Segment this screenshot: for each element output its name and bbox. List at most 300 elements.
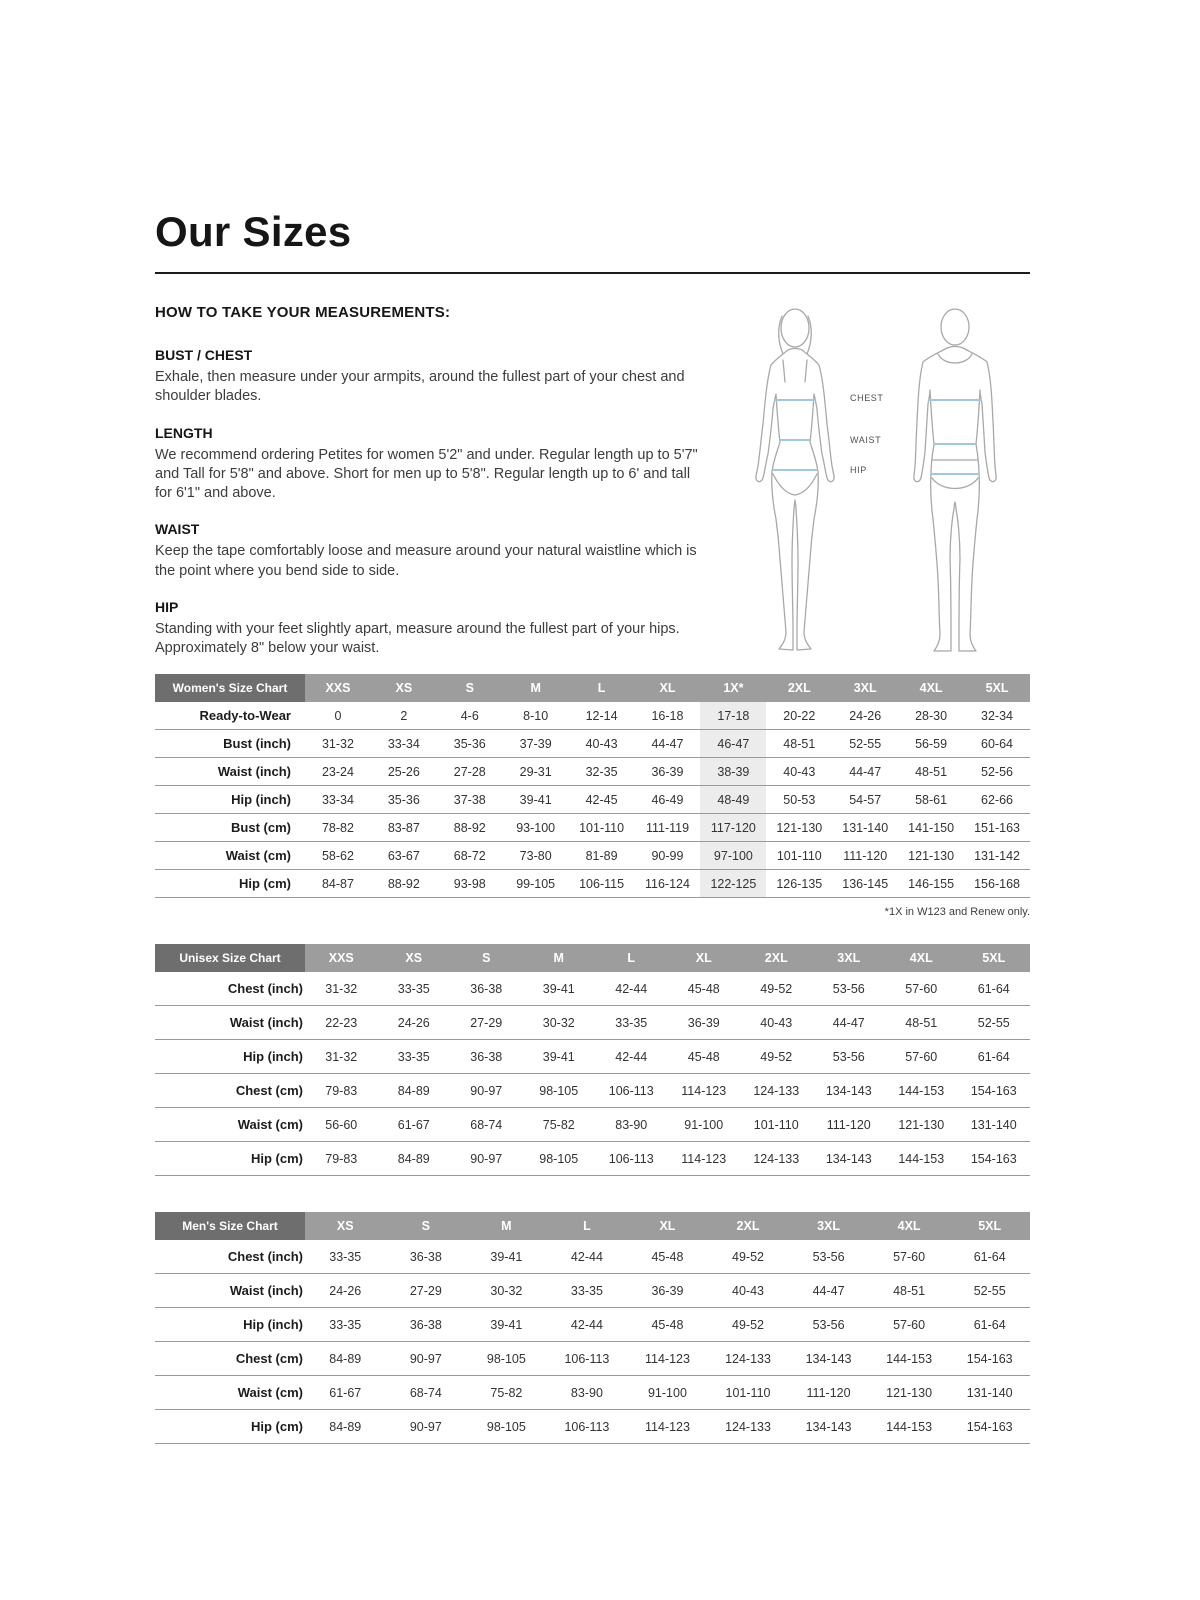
size-column-header: S — [437, 674, 503, 702]
size-value-cell: 81-89 — [569, 842, 635, 870]
womens-size-chart-table — [155, 674, 1030, 898]
size-value-cell: 93-100 — [503, 814, 569, 842]
size-value-cell: 98-105 — [523, 1074, 596, 1108]
size-value-cell: 90-99 — [635, 842, 701, 870]
size-value-cell: 99-105 — [503, 870, 569, 898]
size-column-header: 5XL — [964, 674, 1030, 702]
size-value-cell: 84-87 — [305, 870, 371, 898]
size-value-cell: 24-26 — [378, 1006, 451, 1040]
table-row — [155, 972, 1030, 1006]
woman-head — [781, 309, 809, 347]
size-column-header: 4XL — [869, 1212, 950, 1240]
size-value-cell: 63-67 — [371, 842, 437, 870]
size-value-cell: 101-110 — [708, 1376, 789, 1410]
size-value-cell: 33-35 — [547, 1274, 628, 1308]
table-row — [155, 1006, 1030, 1040]
size-value-cell: 8-10 — [503, 702, 569, 730]
size-column-header: XL — [635, 674, 701, 702]
size-value-cell: 75-82 — [466, 1376, 547, 1410]
size-value-cell: 121-130 — [869, 1376, 950, 1410]
size-value-cell: 49-52 — [740, 1040, 813, 1074]
size-column-header: M — [466, 1212, 547, 1240]
size-value-cell: 44-47 — [635, 730, 701, 758]
size-value-cell: 31-32 — [305, 972, 378, 1006]
size-value-cell: 31-32 — [305, 1040, 378, 1074]
table-title: Women's Size Chart — [155, 674, 305, 702]
size-value-cell: 98-105 — [466, 1342, 547, 1376]
size-value-cell: 39-41 — [466, 1240, 547, 1274]
size-column-header: 1X* — [700, 674, 766, 702]
size-value-cell: 53-56 — [788, 1240, 869, 1274]
size-value-cell: 91-100 — [668, 1108, 741, 1142]
size-column-header: 3XL — [788, 1212, 869, 1240]
size-value-cell: 111-119 — [635, 814, 701, 842]
row-label: Bust (cm) — [155, 814, 305, 842]
table-row — [155, 814, 1030, 842]
size-value-cell: 84-89 — [378, 1142, 451, 1176]
figure-label-waist: WAIST — [850, 435, 882, 445]
size-value-cell: 48-51 — [869, 1274, 950, 1308]
size-value-cell: 93-98 — [437, 870, 503, 898]
size-value-cell: 122-125 — [700, 870, 766, 898]
size-value-cell: 111-120 — [788, 1376, 869, 1410]
size-value-cell: 45-48 — [668, 1040, 741, 1074]
table-row — [155, 1108, 1030, 1142]
table-row — [155, 1142, 1030, 1176]
size-column-header: 5XL — [949, 1212, 1030, 1240]
size-value-cell: 141-150 — [898, 814, 964, 842]
size-value-cell: 57-60 — [869, 1240, 950, 1274]
man-body-outline — [914, 347, 996, 652]
size-value-cell: 154-163 — [949, 1342, 1030, 1376]
size-value-cell: 27-29 — [450, 1006, 523, 1040]
size-value-cell: 33-35 — [305, 1240, 386, 1274]
page-title: Our Sizes — [155, 208, 352, 255]
instruction-text: Standing with your feet slightly apart, measure around the fullest part of your hips. Approximately 8" below your waist. — [155, 620, 680, 657]
header-row — [155, 1212, 1030, 1240]
size-value-cell: 36-39 — [627, 1274, 708, 1308]
size-value-cell: 36-38 — [450, 1040, 523, 1074]
size-value-cell: 117-120 — [700, 814, 766, 842]
instruction-label: BUST / CHEST — [155, 347, 253, 363]
size-value-cell: 36-38 — [386, 1308, 467, 1342]
size-value-cell: 106-113 — [595, 1142, 668, 1176]
title-divider — [155, 272, 1030, 274]
mens-size-chart-table — [155, 1212, 1030, 1444]
size-value-cell: 101-110 — [740, 1108, 813, 1142]
size-value-cell: 91-100 — [627, 1376, 708, 1410]
size-value-cell: 42-44 — [595, 1040, 668, 1074]
size-value-cell: 106-113 — [547, 1410, 628, 1444]
size-column-header: 3XL — [813, 944, 886, 972]
figure-illustration-svg — [730, 304, 1030, 669]
row-label: Waist (inch) — [155, 758, 305, 786]
size-column-header: L — [595, 944, 668, 972]
table-row — [155, 1040, 1030, 1074]
size-value-cell: 33-34 — [305, 786, 371, 814]
size-value-cell: 53-56 — [813, 972, 886, 1006]
header-row — [155, 674, 1030, 702]
size-value-cell: 53-56 — [788, 1308, 869, 1342]
size-value-cell: 4-6 — [437, 702, 503, 730]
size-value-cell: 57-60 — [869, 1308, 950, 1342]
size-value-cell: 124-133 — [708, 1410, 789, 1444]
unisex-size-chart-table — [155, 944, 1030, 1176]
size-value-cell: 56-60 — [305, 1108, 378, 1142]
size-column-header: XS — [371, 674, 437, 702]
size-value-cell: 27-29 — [386, 1274, 467, 1308]
size-value-cell: 30-32 — [466, 1274, 547, 1308]
size-value-cell: 37-38 — [437, 786, 503, 814]
size-column-header: 4XL — [898, 674, 964, 702]
instruction-section-waist — [155, 521, 710, 581]
size-value-cell: 52-55 — [958, 1006, 1031, 1040]
size-value-cell: 40-43 — [766, 758, 832, 786]
size-value-cell: 68-72 — [437, 842, 503, 870]
size-value-cell: 49-52 — [708, 1308, 789, 1342]
size-value-cell: 114-123 — [627, 1342, 708, 1376]
size-value-cell: 58-61 — [898, 786, 964, 814]
size-column-header: XL — [668, 944, 741, 972]
table-row — [155, 870, 1030, 898]
size-value-cell: 106-113 — [547, 1342, 628, 1376]
size-value-cell: 56-59 — [898, 730, 964, 758]
size-value-cell: 33-35 — [305, 1308, 386, 1342]
table-row — [155, 1376, 1030, 1410]
size-value-cell: 98-105 — [466, 1410, 547, 1444]
size-value-cell: 154-163 — [958, 1074, 1031, 1108]
size-value-cell: 136-145 — [832, 870, 898, 898]
table-title: Men's Size Chart — [155, 1212, 305, 1240]
size-value-cell: 27-28 — [437, 758, 503, 786]
row-label: Chest (cm) — [155, 1074, 305, 1108]
table-row — [155, 1308, 1030, 1342]
size-value-cell: 97-100 — [700, 842, 766, 870]
size-value-cell: 75-82 — [523, 1108, 596, 1142]
size-value-cell: 38-39 — [700, 758, 766, 786]
size-value-cell: 83-90 — [547, 1376, 628, 1410]
size-value-cell: 42-45 — [569, 786, 635, 814]
row-label: Bust (inch) — [155, 730, 305, 758]
size-value-cell: 60-64 — [964, 730, 1030, 758]
size-value-cell: 124-133 — [708, 1342, 789, 1376]
size-value-cell: 39-41 — [523, 1040, 596, 1074]
size-value-cell: 131-142 — [964, 842, 1030, 870]
size-value-cell: 25-26 — [371, 758, 437, 786]
size-value-cell: 84-89 — [378, 1074, 451, 1108]
size-value-cell: 124-133 — [740, 1074, 813, 1108]
row-label: Hip (cm) — [155, 1142, 305, 1176]
size-value-cell: 83-90 — [595, 1108, 668, 1142]
size-value-cell: 134-143 — [813, 1074, 886, 1108]
size-value-cell: 154-163 — [949, 1410, 1030, 1444]
size-value-cell: 90-97 — [386, 1410, 467, 1444]
man-brief-line — [932, 478, 978, 489]
size-column-header: 3XL — [832, 674, 898, 702]
measurement-section — [155, 304, 1030, 672]
size-value-cell: 28-30 — [898, 702, 964, 730]
size-value-cell: 44-47 — [788, 1274, 869, 1308]
size-value-cell: 88-92 — [371, 870, 437, 898]
size-value-cell: 61-64 — [949, 1240, 1030, 1274]
size-value-cell: 126-135 — [766, 870, 832, 898]
size-value-cell: 42-44 — [547, 1240, 628, 1274]
size-value-cell: 144-153 — [885, 1074, 958, 1108]
table-row — [155, 1074, 1030, 1108]
instruction-text: We recommend ordering Petites for women 5'2" and under. Regular length up to 5'7" and Tall for 5'8" and above. Short for men up to 5'8". Regular length up to 6' and tall for 6'1" and above. — [155, 446, 698, 502]
size-column-header: M — [503, 674, 569, 702]
size-column-header: 2XL — [708, 1212, 789, 1240]
size-value-cell: 45-48 — [668, 972, 741, 1006]
size-column-header: 5XL — [958, 944, 1031, 972]
instruction-text: Exhale, then measure under your armpits, around the fullest part of your chest and shoulder blades. — [155, 369, 685, 405]
size-value-cell: 106-113 — [595, 1074, 668, 1108]
size-value-cell: 30-32 — [523, 1006, 596, 1040]
size-value-cell: 144-153 — [869, 1410, 950, 1444]
row-label: Chest (inch) — [155, 972, 305, 1006]
size-value-cell: 23-24 — [305, 758, 371, 786]
size-value-cell: 131-140 — [958, 1108, 1031, 1142]
size-value-cell: 50-53 — [766, 786, 832, 814]
size-value-cell: 46-49 — [635, 786, 701, 814]
size-value-cell: 17-18 — [700, 702, 766, 730]
table-title: Unisex Size Chart — [155, 944, 305, 972]
size-column-header: M — [523, 944, 596, 972]
size-value-cell: 33-35 — [378, 972, 451, 1006]
size-value-cell: 52-56 — [964, 758, 1030, 786]
size-value-cell: 52-55 — [949, 1274, 1030, 1308]
size-column-header: XL — [627, 1212, 708, 1240]
instruction-label: WAIST — [155, 521, 200, 538]
instruction-section-length — [155, 425, 710, 504]
size-value-cell: 68-74 — [386, 1376, 467, 1410]
size-value-cell: 49-52 — [708, 1240, 789, 1274]
body-measurement-figures — [730, 304, 1030, 672]
table-row — [155, 1274, 1030, 1308]
size-value-cell: 61-64 — [949, 1308, 1030, 1342]
size-value-cell: 35-36 — [371, 786, 437, 814]
size-value-cell: 45-48 — [627, 1308, 708, 1342]
size-value-cell: 16-18 — [635, 702, 701, 730]
woman-body-outline — [756, 349, 834, 651]
size-value-cell: 45-48 — [627, 1240, 708, 1274]
size-value-cell: 84-89 — [305, 1342, 386, 1376]
row-label: Waist (inch) — [155, 1274, 305, 1308]
size-value-cell: 2 — [371, 702, 437, 730]
size-value-cell: 39-41 — [466, 1308, 547, 1342]
size-value-cell: 88-92 — [437, 814, 503, 842]
table-row — [155, 758, 1030, 786]
row-label: Hip (inch) — [155, 786, 305, 814]
row-label: Waist (cm) — [155, 1376, 305, 1410]
size-value-cell: 101-110 — [569, 814, 635, 842]
size-value-cell: 42-44 — [595, 972, 668, 1006]
size-value-cell: 33-35 — [595, 1006, 668, 1040]
size-value-cell: 33-34 — [371, 730, 437, 758]
size-value-cell: 36-38 — [450, 972, 523, 1006]
size-value-cell: 58-62 — [305, 842, 371, 870]
size-value-cell: 29-31 — [503, 758, 569, 786]
size-value-cell: 40-43 — [708, 1274, 789, 1308]
size-value-cell: 48-51 — [885, 1006, 958, 1040]
size-value-cell: 146-155 — [898, 870, 964, 898]
size-column-header: XS — [305, 1212, 386, 1240]
row-label: Waist (cm) — [155, 842, 305, 870]
size-value-cell: 40-43 — [740, 1006, 813, 1040]
woman-brief-line — [773, 474, 817, 495]
size-value-cell: 39-41 — [503, 786, 569, 814]
size-value-cell: 114-123 — [668, 1142, 741, 1176]
size-value-cell: 84-89 — [305, 1410, 386, 1444]
size-value-cell: 49-52 — [740, 972, 813, 1006]
size-value-cell: 121-130 — [766, 814, 832, 842]
row-label: Ready-to-Wear — [155, 702, 305, 730]
size-column-header: 4XL — [885, 944, 958, 972]
size-column-header: 2XL — [766, 674, 832, 702]
size-value-cell: 24-26 — [832, 702, 898, 730]
size-value-cell: 121-130 — [898, 842, 964, 870]
man-tank-neckline — [938, 354, 972, 363]
size-value-cell: 131-140 — [832, 814, 898, 842]
size-column-header: XXS — [305, 674, 371, 702]
size-value-cell: 39-41 — [523, 972, 596, 1006]
row-label: Hip (inch) — [155, 1308, 305, 1342]
size-value-cell: 12-14 — [569, 702, 635, 730]
row-label: Hip (inch) — [155, 1040, 305, 1074]
measurement-instructions — [155, 304, 710, 659]
table-row — [155, 786, 1030, 814]
size-value-cell: 144-153 — [885, 1142, 958, 1176]
size-value-cell: 36-39 — [668, 1006, 741, 1040]
row-label: Chest (inch) — [155, 1240, 305, 1274]
instruction-text: Keep the tape comfortably loose and measure around your natural waistline which is the point where you bend side to side. — [155, 543, 697, 579]
size-value-cell: 111-120 — [813, 1108, 886, 1142]
instructions-heading: HOW TO TAKE YOUR MEASUREMENTS: — [155, 304, 451, 321]
size-value-cell: 54-57 — [832, 786, 898, 814]
size-value-cell: 44-47 — [832, 758, 898, 786]
size-value-cell: 24-26 — [305, 1274, 386, 1308]
size-value-cell: 144-153 — [869, 1342, 950, 1376]
size-value-cell: 78-82 — [305, 814, 371, 842]
table-spacer — [155, 1176, 1030, 1212]
table-row — [155, 1240, 1030, 1274]
table-row — [155, 702, 1030, 730]
size-value-cell: 114-123 — [668, 1074, 741, 1108]
size-value-cell: 151-163 — [964, 814, 1030, 842]
size-value-cell: 90-97 — [450, 1074, 523, 1108]
size-value-cell: 106-115 — [569, 870, 635, 898]
table-row — [155, 1342, 1030, 1376]
size-column-header: L — [547, 1212, 628, 1240]
size-chart-footnote: *1X in W123 and Renew only. — [884, 906, 1030, 918]
size-value-cell: 134-143 — [813, 1142, 886, 1176]
size-value-cell: 48-51 — [898, 758, 964, 786]
size-value-cell: 48-49 — [700, 786, 766, 814]
size-value-cell: 124-133 — [740, 1142, 813, 1176]
table-row — [155, 842, 1030, 870]
size-value-cell: 46-47 — [700, 730, 766, 758]
size-value-cell: 68-74 — [450, 1108, 523, 1142]
size-column-header: S — [386, 1212, 467, 1240]
size-value-cell: 37-39 — [503, 730, 569, 758]
size-value-cell: 111-120 — [832, 842, 898, 870]
size-column-header: L — [569, 674, 635, 702]
size-value-cell: 90-97 — [450, 1142, 523, 1176]
size-value-cell: 48-51 — [766, 730, 832, 758]
size-value-cell: 36-38 — [386, 1240, 467, 1274]
instruction-label: LENGTH — [155, 424, 213, 441]
header-row — [155, 944, 1030, 972]
woman-bra-straps — [783, 360, 807, 382]
size-value-cell: 116-124 — [635, 870, 701, 898]
size-column-header: XXS — [305, 944, 378, 972]
size-value-cell: 134-143 — [788, 1342, 869, 1376]
size-value-cell: 114-123 — [627, 1410, 708, 1444]
row-label: Waist (inch) — [155, 1006, 305, 1040]
size-value-cell: 32-35 — [569, 758, 635, 786]
size-value-cell: 20-22 — [766, 702, 832, 730]
row-label: Waist (cm) — [155, 1108, 305, 1142]
table-row — [155, 1410, 1030, 1444]
size-value-cell: 131-140 — [949, 1376, 1030, 1410]
size-column-header: S — [450, 944, 523, 972]
row-label: Hip (cm) — [155, 870, 305, 898]
size-value-cell: 57-60 — [885, 972, 958, 1006]
size-value-cell: 61-67 — [305, 1376, 386, 1410]
instruction-section-bust-chest — [155, 347, 710, 407]
size-value-cell: 33-35 — [378, 1040, 451, 1074]
size-value-cell: 73-80 — [503, 842, 569, 870]
size-value-cell: 22-23 — [305, 1006, 378, 1040]
size-value-cell: 90-97 — [386, 1342, 467, 1376]
size-value-cell: 57-60 — [885, 1040, 958, 1074]
size-value-cell: 79-83 — [305, 1074, 378, 1108]
instruction-label: HIP — [155, 598, 179, 615]
row-label: Chest (cm) — [155, 1342, 305, 1376]
size-value-cell: 156-168 — [964, 870, 1030, 898]
size-value-cell: 101-110 — [766, 842, 832, 870]
size-value-cell: 44-47 — [813, 1006, 886, 1040]
table-row — [155, 730, 1030, 758]
size-value-cell: 83-87 — [371, 814, 437, 842]
size-value-cell: 36-39 — [635, 758, 701, 786]
size-value-cell: 79-83 — [305, 1142, 378, 1176]
size-value-cell: 40-43 — [569, 730, 635, 758]
man-head — [941, 309, 969, 345]
size-value-cell: 31-32 — [305, 730, 371, 758]
size-value-cell: 42-44 — [547, 1308, 628, 1342]
instruction-section-hip — [155, 599, 710, 659]
row-label: Hip (cm) — [155, 1410, 305, 1444]
size-value-cell: 35-36 — [437, 730, 503, 758]
size-column-header: 2XL — [740, 944, 813, 972]
size-value-cell: 154-163 — [958, 1142, 1031, 1176]
size-value-cell: 0 — [305, 702, 371, 730]
size-value-cell: 121-130 — [885, 1108, 958, 1142]
figure-label-chest: CHEST — [850, 393, 884, 403]
size-value-cell: 61-64 — [958, 1040, 1031, 1074]
size-value-cell: 134-143 — [788, 1410, 869, 1444]
size-value-cell: 61-67 — [378, 1108, 451, 1142]
size-value-cell: 98-105 — [523, 1142, 596, 1176]
figure-label-hip: HIP — [850, 465, 867, 475]
size-value-cell: 62-66 — [964, 786, 1030, 814]
size-column-header: XS — [378, 944, 451, 972]
size-value-cell: 32-34 — [964, 702, 1030, 730]
size-value-cell: 52-55 — [832, 730, 898, 758]
size-value-cell: 53-56 — [813, 1040, 886, 1074]
size-value-cell: 61-64 — [958, 972, 1031, 1006]
